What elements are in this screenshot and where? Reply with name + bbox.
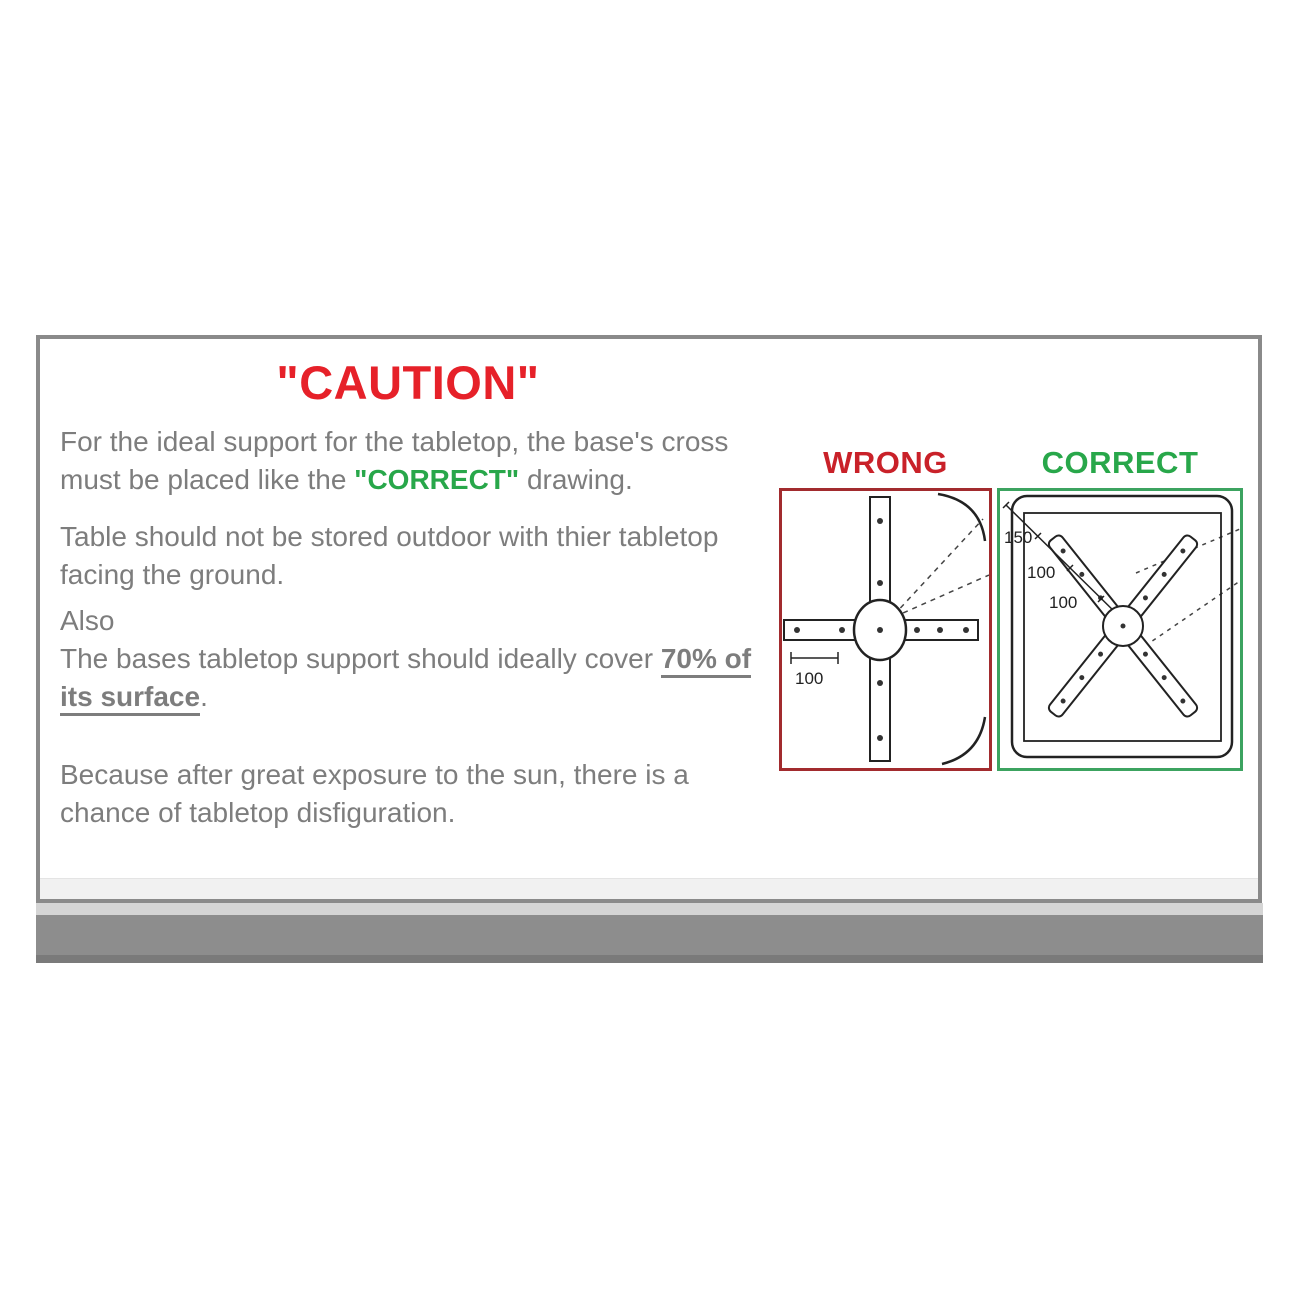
seventy-percent-emphasis: 70% of its surface (60, 643, 751, 716)
caution-heading: "CAUTION" (276, 356, 540, 409)
dashed-diagonal-line (894, 575, 989, 617)
dimension-label: 150 (1004, 528, 1033, 547)
correct-label: CORRECT (1041, 445, 1199, 480)
correct-diagram-drawing (1000, 491, 1240, 768)
paragraph-ideal-support (60, 423, 760, 499)
paragraph-sun-exposure: Because after great exposure to the sun, there is a chance of tabletop disfiguration. (60, 759, 689, 828)
paragraph-ideal-support-text: For the ideal support for the tabletop, the base's cross must be placed like the (60, 426, 729, 495)
tabletop-corner-arc (938, 494, 985, 541)
light-gray-strip (36, 903, 1263, 915)
paragraph-surface-coverage (60, 640, 760, 716)
cross-plus-shape (784, 497, 978, 761)
correct-inline-highlight: "CORRECT" (354, 464, 520, 495)
paragraph-also: Also (60, 605, 115, 636)
paragraph-surface-coverage-tail: . (200, 681, 208, 712)
paragraph-storage-warning: Table should not be stored outdoor with thier tabletop facing the ground. (60, 521, 719, 590)
wrong-diagram (779, 488, 992, 771)
dimension-label: 100 (795, 669, 824, 688)
dimension-label: 100 (1027, 563, 1056, 582)
paragraph-ideal-support-tail: drawing. (519, 464, 633, 495)
instruction-text-column (60, 423, 760, 832)
tabletop-corner-arc (942, 717, 985, 764)
card-footer-strip (40, 878, 1258, 899)
wrong-label: WRONG (823, 445, 948, 480)
dimension-label: 100 (1049, 593, 1078, 612)
correct-diagram (997, 488, 1243, 771)
dimension-marker-diagonal (1003, 502, 1121, 618)
caution-card (36, 335, 1262, 903)
bottom-gray-bar (36, 915, 1263, 955)
bottom-gray-bar-edge (36, 955, 1263, 963)
dimension-marker-100 (791, 652, 838, 688)
paragraph-surface-coverage-text: The bases tabletop support should ideally cover (60, 643, 661, 674)
cross-center-hole (1121, 624, 1126, 629)
wrong-diagram-drawing (782, 491, 989, 768)
